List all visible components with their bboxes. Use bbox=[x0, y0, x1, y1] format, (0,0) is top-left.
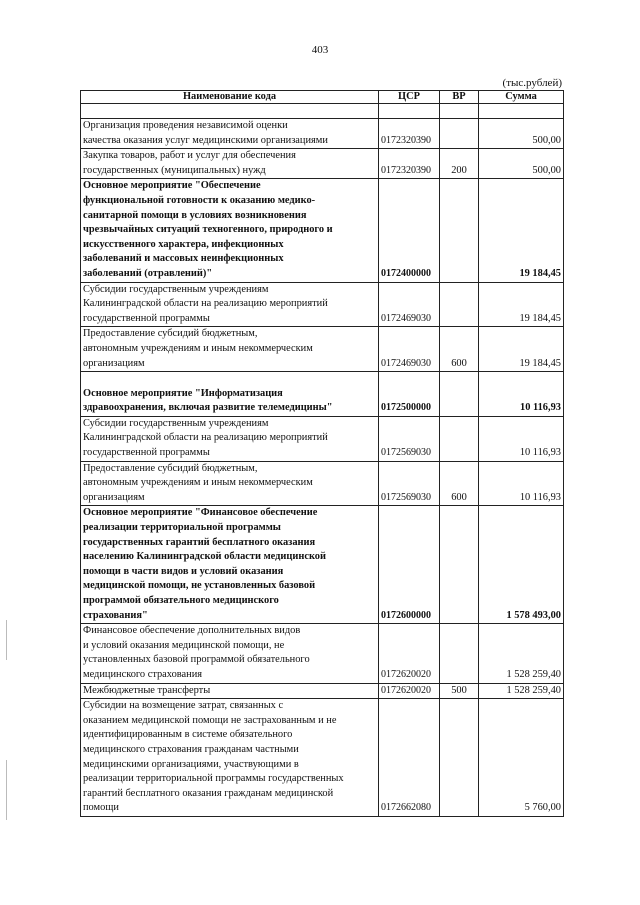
csr-cell: 0172320390 bbox=[379, 119, 440, 149]
vr-cell: 600 bbox=[440, 461, 479, 506]
table-row bbox=[81, 416, 564, 461]
units-label: (тыс.рублей) bbox=[502, 77, 562, 89]
spacer-cell bbox=[440, 104, 479, 119]
page-number: 403 bbox=[311, 44, 329, 56]
sum-cell: 1 528 259,40 bbox=[479, 683, 564, 699]
sum-cell: 1 578 493,00 bbox=[479, 506, 564, 624]
header-csr: ЦСР bbox=[379, 91, 440, 104]
sum-cell: 500,00 bbox=[479, 149, 564, 179]
sum-cell: 10 116,93 bbox=[479, 461, 564, 506]
name-cell: Основное мероприятие "Информатизация здравоохранения, включая развитие телемедицины" bbox=[81, 372, 379, 417]
csr-cell: 0172662080 bbox=[379, 699, 440, 817]
table-row bbox=[81, 282, 564, 327]
sum-cell: 10 116,93 bbox=[479, 372, 564, 417]
name-cell: Субсидии государственным учреждениям Калининградской области на реализацию мероприятий государственной программы bbox=[81, 416, 379, 461]
csr-cell: 0172320390 bbox=[379, 149, 440, 179]
table-row bbox=[81, 461, 564, 506]
vr-cell bbox=[440, 282, 479, 327]
name-cell: Предоставление субсидий бюджетным, автономным учреждениям и иным некоммерческим организациям bbox=[81, 327, 379, 372]
sum-cell: 19 184,45 bbox=[479, 327, 564, 372]
csr-cell: 0172569030 bbox=[379, 461, 440, 506]
vr-cell bbox=[440, 624, 479, 683]
budget-table bbox=[80, 90, 564, 817]
csr-cell: 0172620020 bbox=[379, 624, 440, 683]
header-name: Наименование кода bbox=[81, 91, 379, 104]
name-cell: Субсидии на возмещение затрат, связанных с оказанием медицинской помощи не застрахованным и не идентифицированным в системе обязательного медицинского страхования гражданам частными медицинскими организациями, участвующими в реализации территориальной программы государственных гарантий бесплатного оказания гражданам медицинской помощи bbox=[81, 699, 379, 817]
csr-cell: 0172469030 bbox=[379, 327, 440, 372]
name-cell: Предоставление субсидий бюджетным, автономным учреждениям и иным некоммерческим организациям bbox=[81, 461, 379, 506]
sum-cell: 10 116,93 bbox=[479, 416, 564, 461]
csr-cell: 0172469030 bbox=[379, 282, 440, 327]
table-row bbox=[81, 179, 564, 282]
table-body bbox=[81, 104, 564, 817]
vr-cell bbox=[440, 119, 479, 149]
vr-cell: 200 bbox=[440, 149, 479, 179]
csr-cell: 0172600000 bbox=[379, 506, 440, 624]
sum-cell: 500,00 bbox=[479, 119, 564, 149]
name-cell: Межбюджетные трансферты bbox=[81, 683, 379, 699]
name-cell: Основное мероприятие "Обеспечение функциональной готовности к оказанию медико- санитарной помощи в условиях возникновения чрезвычайных ситуаций техногенного, природного и искусственного характера, инфекционных заболеваний и массовых неинфекционных заболеваний (отравлений)" bbox=[81, 179, 379, 282]
header-vr: ВР bbox=[440, 91, 479, 104]
table-row bbox=[81, 119, 564, 149]
spacer-row bbox=[81, 104, 564, 119]
vr-cell bbox=[440, 699, 479, 817]
spacer-cell bbox=[81, 104, 379, 119]
table-row bbox=[81, 149, 564, 179]
sum-cell: 5 760,00 bbox=[479, 699, 564, 817]
csr-cell: 0172400000 bbox=[379, 179, 440, 282]
sum-cell: 19 184,45 bbox=[479, 179, 564, 282]
csr-cell: 0172620020 bbox=[379, 683, 440, 699]
table-header-row bbox=[81, 91, 564, 104]
table-row bbox=[81, 699, 564, 817]
name-cell: Субсидии государственным учреждениям Калининградской области на реализацию мероприятий государственной программы bbox=[81, 282, 379, 327]
csr-cell: 0172569030 bbox=[379, 416, 440, 461]
table-row bbox=[81, 372, 564, 417]
vr-cell: 600 bbox=[440, 327, 479, 372]
vr-cell bbox=[440, 506, 479, 624]
spacer-cell bbox=[479, 104, 564, 119]
name-cell: Организация проведения независимой оценки качества оказания услуг медицинскими организациями bbox=[81, 119, 379, 149]
table-row bbox=[81, 624, 564, 683]
sum-cell: 1 528 259,40 bbox=[479, 624, 564, 683]
sum-cell: 19 184,45 bbox=[479, 282, 564, 327]
header-sum: Сумма bbox=[479, 91, 564, 104]
name-cell: Закупка товаров, работ и услуг для обеспечения государственных (муниципальных) нужд bbox=[81, 149, 379, 179]
name-cell: Финансовое обеспечение дополнительных видов и условий оказания медицинской помощи, не установленных базовой программой обязательного медицинского страхования bbox=[81, 624, 379, 683]
table-row bbox=[81, 327, 564, 372]
table-row bbox=[81, 506, 564, 624]
name-cell: Основное мероприятие "Финансовое обеспечение реализации территориальной программы государственных гарантий бесплатного оказания населению Калининградской области медицинской помощи в части видов и условий оказания медицинской помощи, не установленных базовой программой обязательного медицинского страхования" bbox=[81, 506, 379, 624]
scan-artifact bbox=[6, 760, 7, 820]
vr-cell bbox=[440, 179, 479, 282]
vr-cell bbox=[440, 372, 479, 417]
vr-cell: 500 bbox=[440, 683, 479, 699]
spacer-cell bbox=[379, 104, 440, 119]
table-row bbox=[81, 683, 564, 699]
scan-artifact bbox=[6, 620, 7, 660]
csr-cell: 0172500000 bbox=[379, 372, 440, 417]
vr-cell bbox=[440, 416, 479, 461]
